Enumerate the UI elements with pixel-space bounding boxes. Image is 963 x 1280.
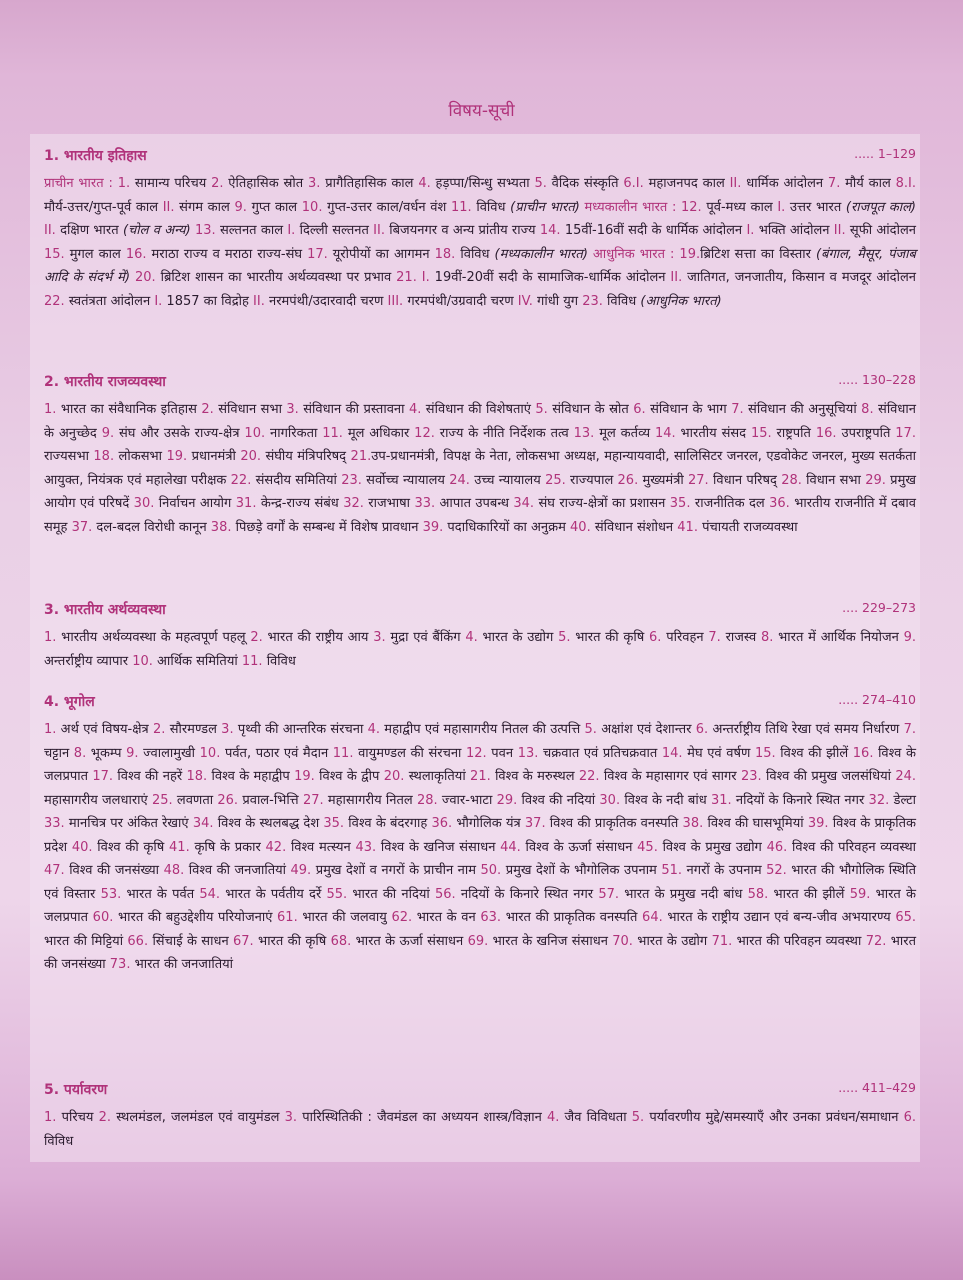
section-geography — [44, 692, 916, 977]
section-title: 4. भूगोल — [44, 694, 95, 710]
section-title: 1. भारतीय इतिहास — [44, 148, 147, 164]
section-header — [44, 372, 916, 396]
page-title: विषय-सूची — [448, 101, 515, 121]
section-header — [44, 692, 916, 716]
section-topics: 1. परिचय 2. स्थलमंडल, जलमंडल एवं वायुमंडल 3. पारिस्थितिकी : जैवमंडल का अध्ययन शास्त्र/विज्ञान 4. जैव विविधता 5. पर्यावरणीय मुद्दे/समस्याएँ और उनका प्रवंधन/समाधान 6. विविध — [44, 1110, 916, 1149]
section-page-range: ..... 1–129 — [854, 146, 916, 161]
section-topics: 1. अर्थ एवं विषय-क्षेत्र 2. सौरमण्डल 3. पृथ्वी की आन्तरिक संरचना 4. महाद्वीप एवं महासागरीय नितल की उत्पत्ति 5. अक्षांश एवं देशान्तर 6. अन्तर्राष्ट्रीय तिथि रेखा एवं समय निर्धारण 7. चट्टान 8. भूकम्प 9. ज्वालामुखी 10. पर्वत, पठार एवं मैदान 11. वायुमण्डल की संरचना 12. पवन 13. चक्रवात एवं प्रतिचक्रवात 14. मेघ एवं वर्षण 15. विश्व की झीलें 16. विश्व के जलप्रपात 17. विश्व की नहरें 18. विश्व के महाद्वीप 19. विश्व के द्वीप 20. स्थलाकृतियां 21. विश्व के मरुस्थल 22. विश्व के महासागर एवं सागर 23. विश्व की प्रमुख जलसंधियां 24. महासागरीय जलधाराएं 25. लवणता 26. प्रवाल-भित्ति 27. महासागरीय नितल 28. ज्वार-भाटा 29. विश्व की नदियां 30. विश्व के नदी बांध 31. नदियों के किनारे स्थित नगर 32. डेल्टा 33. मानचित्र पर अंकित रेखाएं 34. विश्व के स्थलबद्ध देश 35. विश्व के बंदरगाह 36. भौगोलिक यंत्र 37. विश्व की प्राकृतिक वनस्पति 38. विश्व की घासभूमियां 39. विश्व के प्राकृतिक प्रदेश 40. विश्व की कृषि 41. कृषि के प्रकार 42. विश्व मत्स्यन 43. विश्व के खनिज संसाधन 44. विश्व के ऊर्जा संसाधन 45. विश्व के प्रमुख उद्योग 46. विश्व की परिवहन व्यवस्था 47. विश्व की जनसंख्या 48. विश्व की जनजातियां 49. प्रमुख देशों व नगरों के प्राचीन नाम 50. प्रमुख देशों के भौगोलिक उपनाम 51. नगरों के उपनाम 52. भारत की भौगोलिक स्थिति एवं विस्तार 53. भारत के पर्वत 54. भारत के पर्वतीय दर्रे 55. भारत की नदियां 56. नदियों के किनारे स्थित नगर 57. भारत के प्रमुख नदी बांध 58. भारत की झीलें 59. भारत के जलप्रपात 60. भारत की बहुउद्देशीय परियोजनाएं 61. भारत की जलवायु 62. भारत के वन 63. भारत की प्राकृतिक वनस्पति 64. भारत के राष्ट्रीय उद्यान एवं बन्य-जीव अभयारण्य 65. भारत की मिट्टियां 66. सिंचाई के साधन 67. भारत की कृषि 68. भारत के ऊर्जा संसाधन 69. भारत के खनिज संसाधन 70. भारत के उद्योग 71. भारत की परिवहन व्यवस्था 72. भारत की जनसंख्या 73. भारत की जनजातियां — [44, 722, 917, 972]
section-economy — [44, 600, 916, 673]
section-title: 2. भारतीय राजव्यवस्था — [44, 374, 166, 390]
section-title: 5. पर्यावरण — [44, 1082, 108, 1098]
section-history — [44, 146, 916, 313]
section-page-range: ..... 130–228 — [838, 372, 916, 387]
section-topics: 1. भारत का संवैधानिक इतिहास 2. संविधान सभा 3. संविधान की प्रस्तावना 4. संविधान की विशेषताएं 5. संविधान के स्रोत 6. संविधान के भाग 7. संविधान की अनुसूचियां 8. संविधान के अनुच्छेद 9. संघ और उसके राज्य-क्षेत्र 10. नागरिकता 11. मूल अधिकार 12. राज्य के नीति निर्देशक तत्व 13. मूल कर्तव्य 14. भारतीय संसद 15. राष्ट्रपति 16. उपराष्ट्रपति 17. राज्यसभा 18. लोकसभा 19. प्रधानमंत्री 20. संघीय मंत्रिपरिषद् 21.उप-प्रधानमंत्री, विपक्ष के नेता, लोकसभा अध्यक्ष, महान्यायवादी, सालिसिटर जनरल, एडवोकेट जनरल, मुख्य सतर्कता आयुक्त, नियंत्रक एवं महालेखा परीक्षक 22. संसदीय समितियां 23. सर्वोच्च न्यायालय 24. उच्च न्यायालय 25. राज्यपाल 26. मुख्यमंत्री 27. विधान परिषद् 28. विधान सभा 29. प्रमुख आयोग एवं परिषदें 30. निर्वाचन आयोग 31. केन्द्र-राज्य संबंध 32. राजभाषा 33. आपात उपबन्ध 34. संघ राज्य-क्षेत्रों का प्रशासन 35. राजनीतिक दल 36. भारतीय राजनीति में दबाव समूह 37. दल-बदल विरोधी कानून 38. पिछड़े वर्गों के सम्बन्ध में विशेष प्रावधान 39. पदाधिकारियों का अनुक्रम 40. संविधान संशोधन 41. पंचायती राजव्यवस्था — [44, 402, 917, 535]
section-header — [44, 1080, 916, 1104]
section-environment — [44, 1080, 916, 1153]
section-page-range: .... 229–273 — [842, 600, 916, 615]
section-page-range: ..... 274–410 — [838, 692, 916, 707]
section-header — [44, 600, 916, 624]
section-topics: प्राचीन भारत : 1. सामान्य परिचय 2. ऐतिहासिक स्रोत 3. प्रागैतिहासिक काल 4. हड़प्पा/सिन्धु सभ्यता 5. वैदिक संस्कृति 6.I. महाजनपद काल II. धार्मिक आंदोलन 7. मौर्य काल 8.I. मौर्य-उत्तर/गुप्त-पूर्व काल II. संगम काल 9. गुप्त काल 10. गुप्त-उत्तर काल/वर्धन वंश 11. विविध (प्राचीन भारत) मध्यकालीन भारत : 12. पूर्व-मध्य काल I. उत्तर भारत (राजपूत काल) II. दक्षिण भारत (चोल व अन्य) 13. सल्तनत काल I. दिल्ली सल्तनत II. बिजयनगर व अन्य प्रांतीय राज्य 14. 15वीं-16वीं सदी के धार्मिक आंदोलन I. भक्ति आंदोलन II. सूफी आंदोलन 15. मुगल काल 16. मराठा राज्य व मराठा राज्य-संघ 17. यूरोपीयों का आगमन 18. विविध (मध्यकालीन भारत) आधुनिक भारत : 19.ब्रिटिश सत्ता का विस्तार (बंगाल, मैसूर, पंजाब आदि के संदर्भ में) 20. ब्रिटिश शासन का भारतीय अर्थव्यवस्था पर प्रभाव 21. I. 19वीं-20वीं सदी के सामाजिक-धार्मिक आंदोलन II. जातिगत, जनजातीय, किसान व मजदूर आंदोलन 22. स्वतंत्रता आंदोलन I. 1857 का विद्रोह II. नरमपंथी/उदारवादी चरण III. गरमपंथी/उग्रवादी चरण IV. गांधी युग 23. विविध (आधुनिक भारत) — [44, 176, 916, 309]
section-topics: 1. भारतीय अर्थव्यवस्था के महत्वपूर्ण पहलू 2. भारत की राष्ट्रीय आय 3. मुद्रा एवं बैंकिंग 4. भारत के उद्योग 5. भारत की कृषि 6. परिवहन 7. राजस्व 8. भारत में आर्थिक नियोजन 9. अन्तर्राष्ट्रीय व्यापार 10. आर्थिक समितियां 11. विविध — [44, 630, 916, 669]
section-page-range: ..... 411–429 — [838, 1080, 916, 1095]
section-polity — [44, 372, 916, 539]
section-title: 3. भारतीय अर्थव्यवस्था — [44, 602, 166, 618]
section-header — [44, 146, 916, 170]
